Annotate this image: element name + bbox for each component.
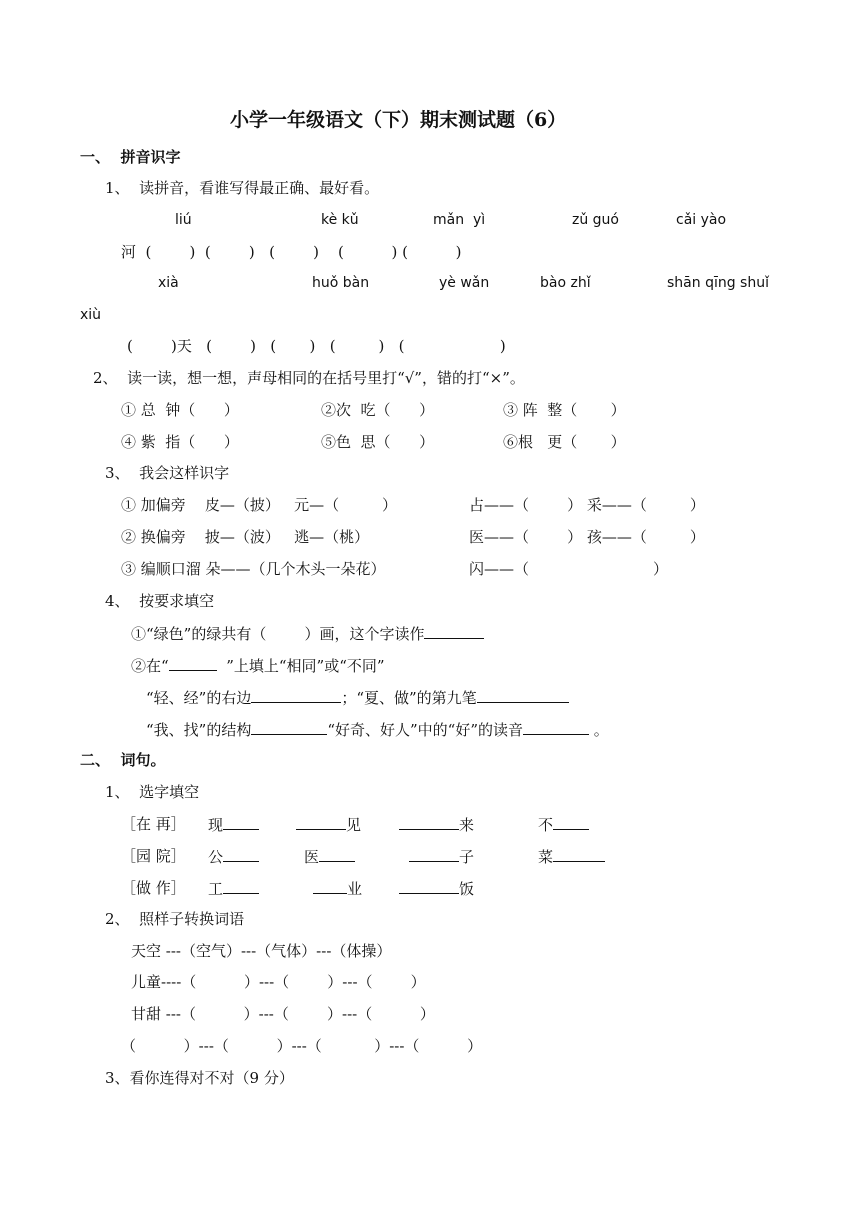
pinyin-yewan: yè wǎn — [439, 275, 490, 291]
q4-line-1-text: ①“绿色”的绿共有（ ）画，这个字读作 — [131, 625, 425, 643]
pinyin-zuguo: zǔ guó — [572, 212, 619, 228]
answer-blank[interactable] — [296, 814, 346, 830]
answer-blank[interactable] — [553, 846, 605, 862]
q2-item-3: ③ 阵 整（ ） — [503, 401, 626, 419]
answer-blank[interactable] — [399, 878, 459, 894]
q3-row-3-right: 闪——（ ） — [469, 560, 668, 578]
answer-blank[interactable] — [251, 719, 327, 735]
q2-item-1: ① 总 钟（ ） — [121, 401, 239, 419]
answer-blank[interactable] — [424, 623, 484, 639]
fill-jian — [296, 814, 361, 835]
q4-line-2 — [131, 655, 385, 676]
section-1-heading: 一、 拼音识字 — [80, 148, 181, 166]
s2-q3-prompt: 3、看你连得对不对（9 分） — [105, 1069, 294, 1087]
q3-row-1-right: 占——（ ） 采——（ ） — [469, 496, 705, 514]
page-title: 小学一年级语文（下）期末测试题（6） — [230, 109, 567, 131]
answer-blank[interactable] — [313, 878, 347, 894]
q3-row-2-left: ② 换偏旁 披—（波） 逃—（桃） — [121, 528, 370, 546]
q2-item-2: ②次 吃（ ） — [321, 401, 435, 419]
fill-char: 子 — [459, 848, 475, 866]
answer-blank[interactable] — [223, 846, 259, 862]
fill-char: 饭 — [459, 880, 475, 898]
pinyin-liu: liú — [175, 212, 192, 228]
fill-char: 来 — [459, 816, 475, 834]
s2-q2-row-2: 甘甜 ---（ ）---（ ）---（ ） — [131, 1005, 435, 1023]
fill-char: 菜 — [538, 848, 554, 866]
s2-q2-row-1: 儿童----（ ）---（ ）---（ ） — [131, 973, 426, 991]
q2-item-6: ⑥根 更（ ） — [503, 433, 626, 451]
q1-answer-row-2: ( )天 ( ) ( ) ( ) ( ) — [127, 337, 506, 355]
choice-label-zuo-zuo: ［做 作］ — [121, 879, 186, 897]
answer-blank[interactable] — [409, 846, 459, 862]
q4-line-2-text-a: ②在“ — [131, 657, 169, 675]
q2-item-5: ⑤色 思（ ） — [321, 433, 435, 451]
fill-char: 不 — [538, 816, 554, 834]
s2-q2-example: 天空 ---（空气）---（气体）---（体操） — [131, 942, 392, 960]
q1-prompt: 1、 读拼音，看谁写得最正确、最好看。 — [105, 179, 380, 197]
q4-line-4-text-a: “我、找”的结构 — [146, 721, 252, 739]
answer-blank[interactable] — [477, 687, 569, 703]
pinyin-xia: xià — [158, 275, 179, 291]
s2-q2-row-3: （ ）---（ ）---（ ）---（ ） — [121, 1037, 483, 1055]
answer-blank[interactable] — [223, 814, 259, 830]
answer-blank[interactable] — [251, 687, 341, 703]
fill-gong2 — [208, 878, 259, 899]
fill-gong — [208, 846, 259, 867]
answer-blank[interactable] — [169, 655, 217, 671]
pinyin-keku: kè kǔ — [321, 212, 359, 228]
s2-q2-prompt: 2、 照样子转换词语 — [105, 910, 245, 928]
fill-char: 业 — [347, 880, 363, 898]
choice-label-yuan-yuan: ［园 院］ — [121, 847, 186, 865]
answer-blank[interactable] — [319, 846, 355, 862]
fill-cai — [538, 846, 605, 867]
fill-char: 医 — [304, 848, 320, 866]
fill-char: 见 — [346, 816, 362, 834]
fill-bu — [538, 814, 589, 835]
q4-line-2-text-b: ”上填上“相同”或“不同” — [216, 657, 385, 675]
q2-prompt: 2、 读一读，想一想，声母相同的在括号里打“√”，错的打“×”。 — [93, 369, 525, 387]
fill-lai — [399, 814, 474, 835]
q3-prompt: 3、 我会这样识字 — [105, 464, 230, 482]
pinyin-baozhi: bào zhǐ — [540, 275, 591, 291]
q2-item-4: ④ 紫 指（ ） — [121, 433, 239, 451]
pinyin-xiu: xiù — [80, 307, 102, 323]
q4-line-1 — [131, 623, 484, 644]
fill-fan — [399, 878, 474, 899]
fill-char: 现 — [208, 816, 224, 834]
q3-row-1-left: ① 加偏旁 皮—（披） 元—（ ） — [121, 496, 398, 514]
answer-blank[interactable] — [223, 878, 259, 894]
answer-blank[interactable] — [523, 719, 589, 735]
pinyin-huoban: huǒ bàn — [312, 275, 370, 291]
q4-line-4-text-b: “好奇、好人”中的“好”的读音 — [327, 721, 524, 739]
pinyin-manyi: mǎn yì — [433, 212, 486, 228]
q4-line-4-text-c: 。 — [589, 721, 609, 739]
answer-blank[interactable] — [553, 814, 589, 830]
q4-line-4 — [146, 719, 609, 740]
fill-zi — [409, 846, 474, 867]
q3-row-3-left: ③ 编顺口溜 朵——（几个木头一朵花） — [121, 560, 386, 578]
q3-row-2-right: 医——（ ） 孩——（ ） — [469, 528, 705, 546]
section-2-heading: 二、 词句。 — [80, 751, 166, 769]
q1-answer-row-1: 河 ( ) ( ) ( ) ( ) ( ) — [121, 243, 462, 261]
fill-char: 工 — [208, 880, 224, 898]
q4-line-3-text-b: ；“夏、做”的第九笔 — [341, 689, 477, 707]
fill-xian — [208, 814, 259, 835]
s2-q1-prompt: 1、 选字填空 — [105, 783, 200, 801]
fill-yi — [304, 846, 355, 867]
fill-ye — [313, 878, 362, 899]
answer-blank[interactable] — [399, 814, 459, 830]
q4-line-3-text-a: “轻、经”的右边 — [146, 689, 252, 707]
pinyin-caiyao: cǎi yào — [676, 212, 727, 228]
fill-char: 公 — [208, 848, 224, 866]
q4-prompt: 4、 按要求填空 — [105, 592, 215, 610]
choice-label-zai-zai: ［在 再］ — [121, 815, 186, 833]
pinyin-shanqingshui: shān qīng shuǐ — [667, 275, 769, 291]
q4-line-3 — [146, 687, 569, 708]
